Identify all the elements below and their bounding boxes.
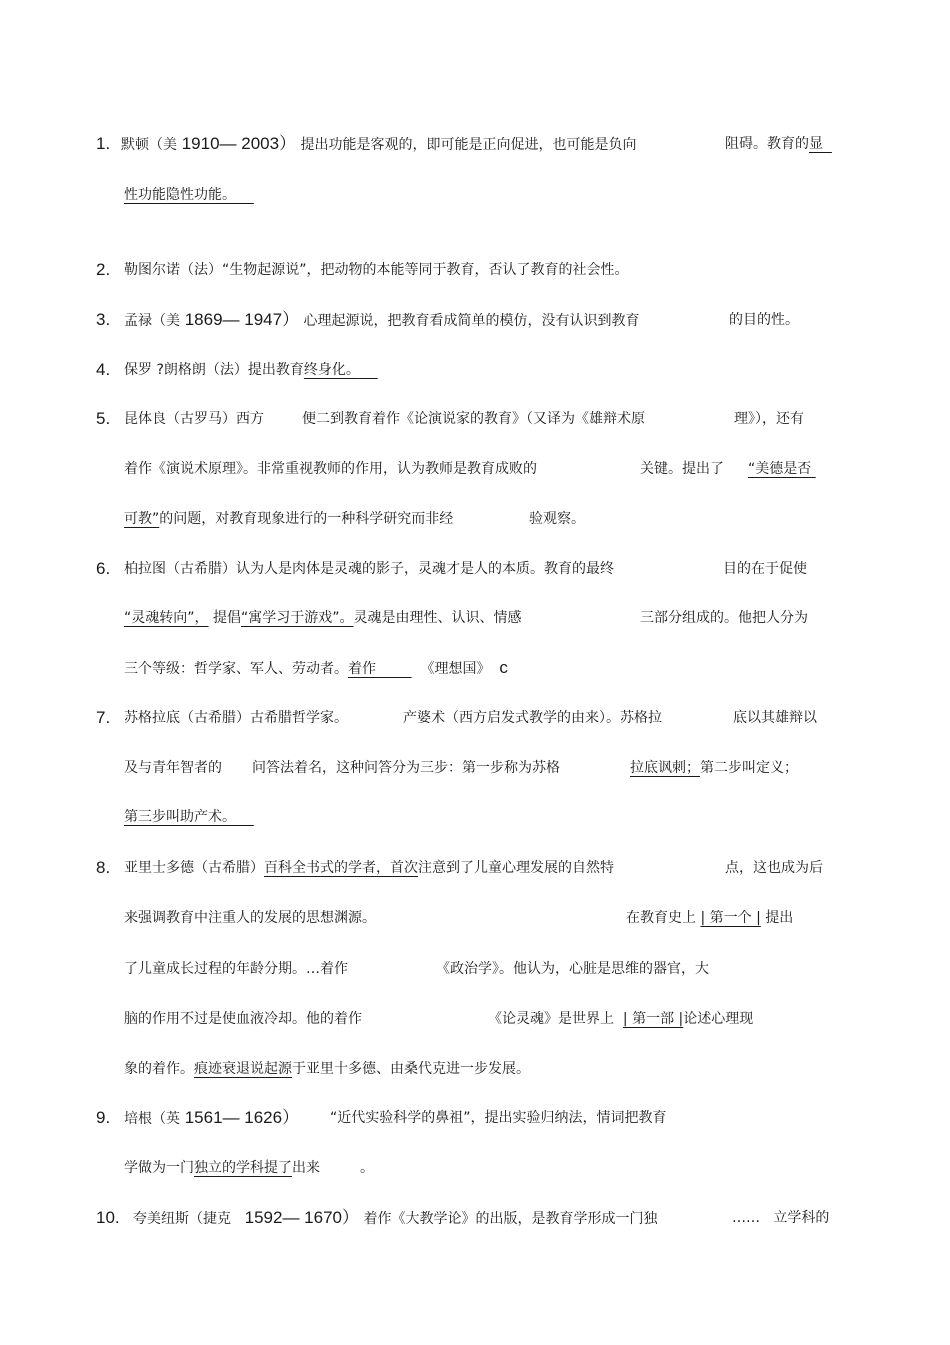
item-6-line-3: 三个等级：哲学家、军人、劳动者。着作 《理想国》 c [124,658,508,677]
item-8-line-4-b: 《论灵魂》是世界上 | 第一部 |论述心理现 [488,1011,754,1027]
item-7-line-2-c: 拉底讽刺；第二步叫定义； [630,760,798,776]
item-7-line-3: 第三步叫助产术。 [124,809,236,825]
item-5-line-1-c: 理》），还有 [734,411,804,427]
item-number-2: 2. [96,260,111,279]
item-5-line-3-b: 验观察。 [529,511,585,527]
item-number-6: 6. [96,559,111,578]
item-1-line-1: 默顿（美 1910— 2003） 提出功能是客观的，即可能是正向促进，也可能是负向 [121,134,637,153]
item-4-line-1: 保罗 ?朗格朗（法）提出教育终身化。 [124,362,360,378]
item-7-line-2-b: 问答法着名，这种问答分为三步：第一步称为苏格 [252,760,560,776]
item-8-line-3-b: 《政治学》。他认为，心脏是思维的器官，大 [436,961,709,977]
item-5-line-1-a: 昆体良（古罗马）西方 [124,411,264,427]
item-8-line-2-b: 在教育史上 | 第一个 | 提出 [626,910,794,926]
item-8-line-3-a: 了儿童成长过程的年龄分期。…着作 [124,961,348,977]
item-5-line-3-a: 可教”的问题，对教育现象进行的一种科学研究而非经 [124,511,454,527]
item-8-line-4-a: 脑的作用不过是使血液冷却。他的着作 [124,1011,362,1027]
item-7-line-1-a: 苏格拉底（古希腊）古希腊哲学家。 [124,710,348,726]
item-number-5: 5. [96,409,111,428]
item-number-9: 9. [96,1108,111,1127]
item-9-line-2-a: 学做为一门独立的学科提了出来 [124,1160,320,1176]
item-8-line-1-a: 亚里士多德（古希腊）百科全书式的学者，首次注意到了儿童心理发展的自然特 [124,860,614,876]
item-8-line-5: 象的着作。痕迹衰退说起源于亚里十多德、由桑代克进一步发展。 [124,1061,530,1077]
item-number-1: 1. [96,134,111,153]
item-7-line-1-c: 底以其雄辩以 [733,710,817,726]
item-10-line-1-a: 夸美纽斯（捷克 1592— 1670） 着作《大教学论》的出版，是教育学形成一门独 [133,1208,658,1227]
item-5-line-1-b: 便二到教育着作《论演说家的教育》（又译为《雄辩术原 [302,411,645,427]
item-number-4: 4. [96,360,111,379]
item-1-line-1-end: 阻碍。教育的显 [725,136,823,152]
item-number-10: 10. [96,1208,120,1227]
item-7-line-1-b: 产婆术（西方启发式教学的由来）。苏格拉 [403,710,662,726]
item-7-line-2-a: 及与青年智者的 [124,760,222,776]
item-number-8: 8. [96,858,111,877]
item-3-line-1-end: 的目的性。 [729,312,799,328]
item-9-line-2-b: 。 [360,1160,374,1176]
item-5-line-2-b: 关键。提出了 [640,461,724,477]
item-6-line-1-a: 柏拉图（古希腊）认为人是肉体是灵魂的影子，灵魂才是人的本质。教育的最终 [124,561,614,577]
item-6-line-2-a: “灵魂转向”， 提倡“寓学习于游戏”。灵魂是由理性、认识、情感 [124,610,522,626]
item-3-line-1: 孟禄（美 1869— 1947） 心理起源说，把教育看成简单的模仿，没有认识到教育 [124,310,640,329]
item-5-line-2-c: “美德是否 [748,461,812,477]
item-2-line-1: 勒图尔诺（法）“生物起源说”，把动物的本能等同于教育，否认了教育的社会性。 [124,262,629,278]
item-6-line-1-b: 目的在于促使 [723,561,807,577]
item-number-3: 3. [96,310,111,329]
item-number-7: 7. [96,708,111,727]
item-8-line-2-a: 来强调教育中注重人的发展的思想渊源。 [124,910,376,926]
item-8-line-1-b: 点，这也成为后 [725,860,823,876]
item-6-line-2-b: 三部分组成的。他把人分为 [640,610,808,626]
item-10-line-1-b: …… 立学科的 [732,1210,830,1226]
item-9-line-1-a: 培根（英 1561— 1626） [124,1108,300,1127]
item-5-line-2-a: 着作《演说术原理》。非常重视教师的作用，认为教师是教育成败的 [124,461,537,477]
item-9-line-1-b: “近代实验科学的鼻祖”，提出实验归纳法，情词把教育 [330,1110,667,1126]
item-1-line-2: 性功能隐性功能。 [124,187,236,203]
